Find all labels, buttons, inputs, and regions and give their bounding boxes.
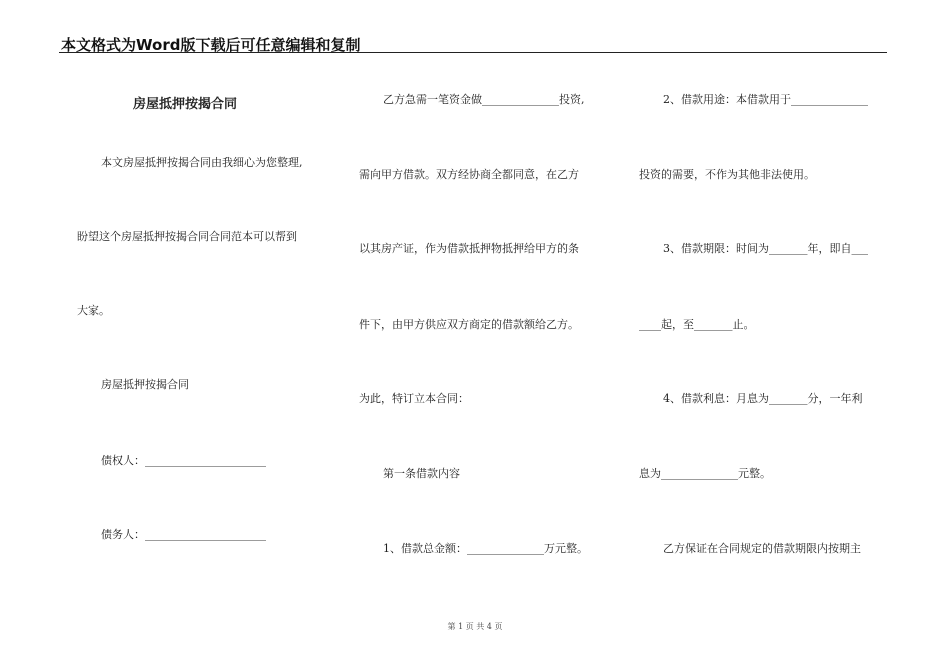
col1-creditor: 债权人：______________________	[101, 454, 266, 467]
col3-line-2: 投资的需要，不作为其他非法使用。	[639, 168, 815, 181]
col1-intro-line-1: 本文房屋抵押按揭合同由我细心为您整理,	[101, 156, 303, 169]
contract-title: 房屋抵押按揭合同	[133, 97, 238, 112]
col3-line-4: ____起，至_______止。	[639, 318, 755, 331]
col3-loan-term: 3、借款期限：时间为_______年，即自___	[663, 242, 868, 255]
header-divider	[59, 52, 887, 53]
col1-intro-line-3: 大家。	[77, 304, 110, 317]
col2-section-heading: 第一条借款内容	[383, 467, 460, 480]
col2-line-3: 以其房产证，作为借款抵押物抵押给甲方的条	[359, 242, 579, 255]
col2-line-2: 需向甲方借款。双方经协商全都同意，在乙方	[359, 168, 579, 181]
col2-line-4: 件下，由甲方供应双方商定的借款额给乙方。	[359, 318, 579, 331]
col3-line-6: 息为______________元整。	[639, 467, 771, 480]
col1-intro-line-2: 盼望这个房屋抵押按揭合同合同范本可以帮到	[77, 230, 297, 243]
document-header-title: 本文格式为Word版下载后可任意编辑和复制	[61, 36, 361, 54]
page-number-footer: 第 1 页 共 4 页	[447, 622, 503, 631]
col2-line-5: 为此，特订立本合同：	[359, 392, 469, 405]
col3-loan-interest: 4、借款利息：月息为_______分，一年利	[663, 392, 863, 405]
col1-debtor: 债务人：______________________	[101, 528, 266, 541]
col2-loan-amount: 1、借款总金额：______________万元整。	[383, 542, 588, 555]
col1-contract-name: 房屋抵押按揭合同	[101, 378, 189, 391]
col3-loan-purpose: 2、借款用途：本借款用于______________	[663, 93, 868, 106]
col2-line-1: 乙方急需一笔资金做______________投资,	[383, 93, 585, 106]
col3-line-7: 乙方保证在合同规定的借款期限内按期主	[663, 542, 861, 555]
